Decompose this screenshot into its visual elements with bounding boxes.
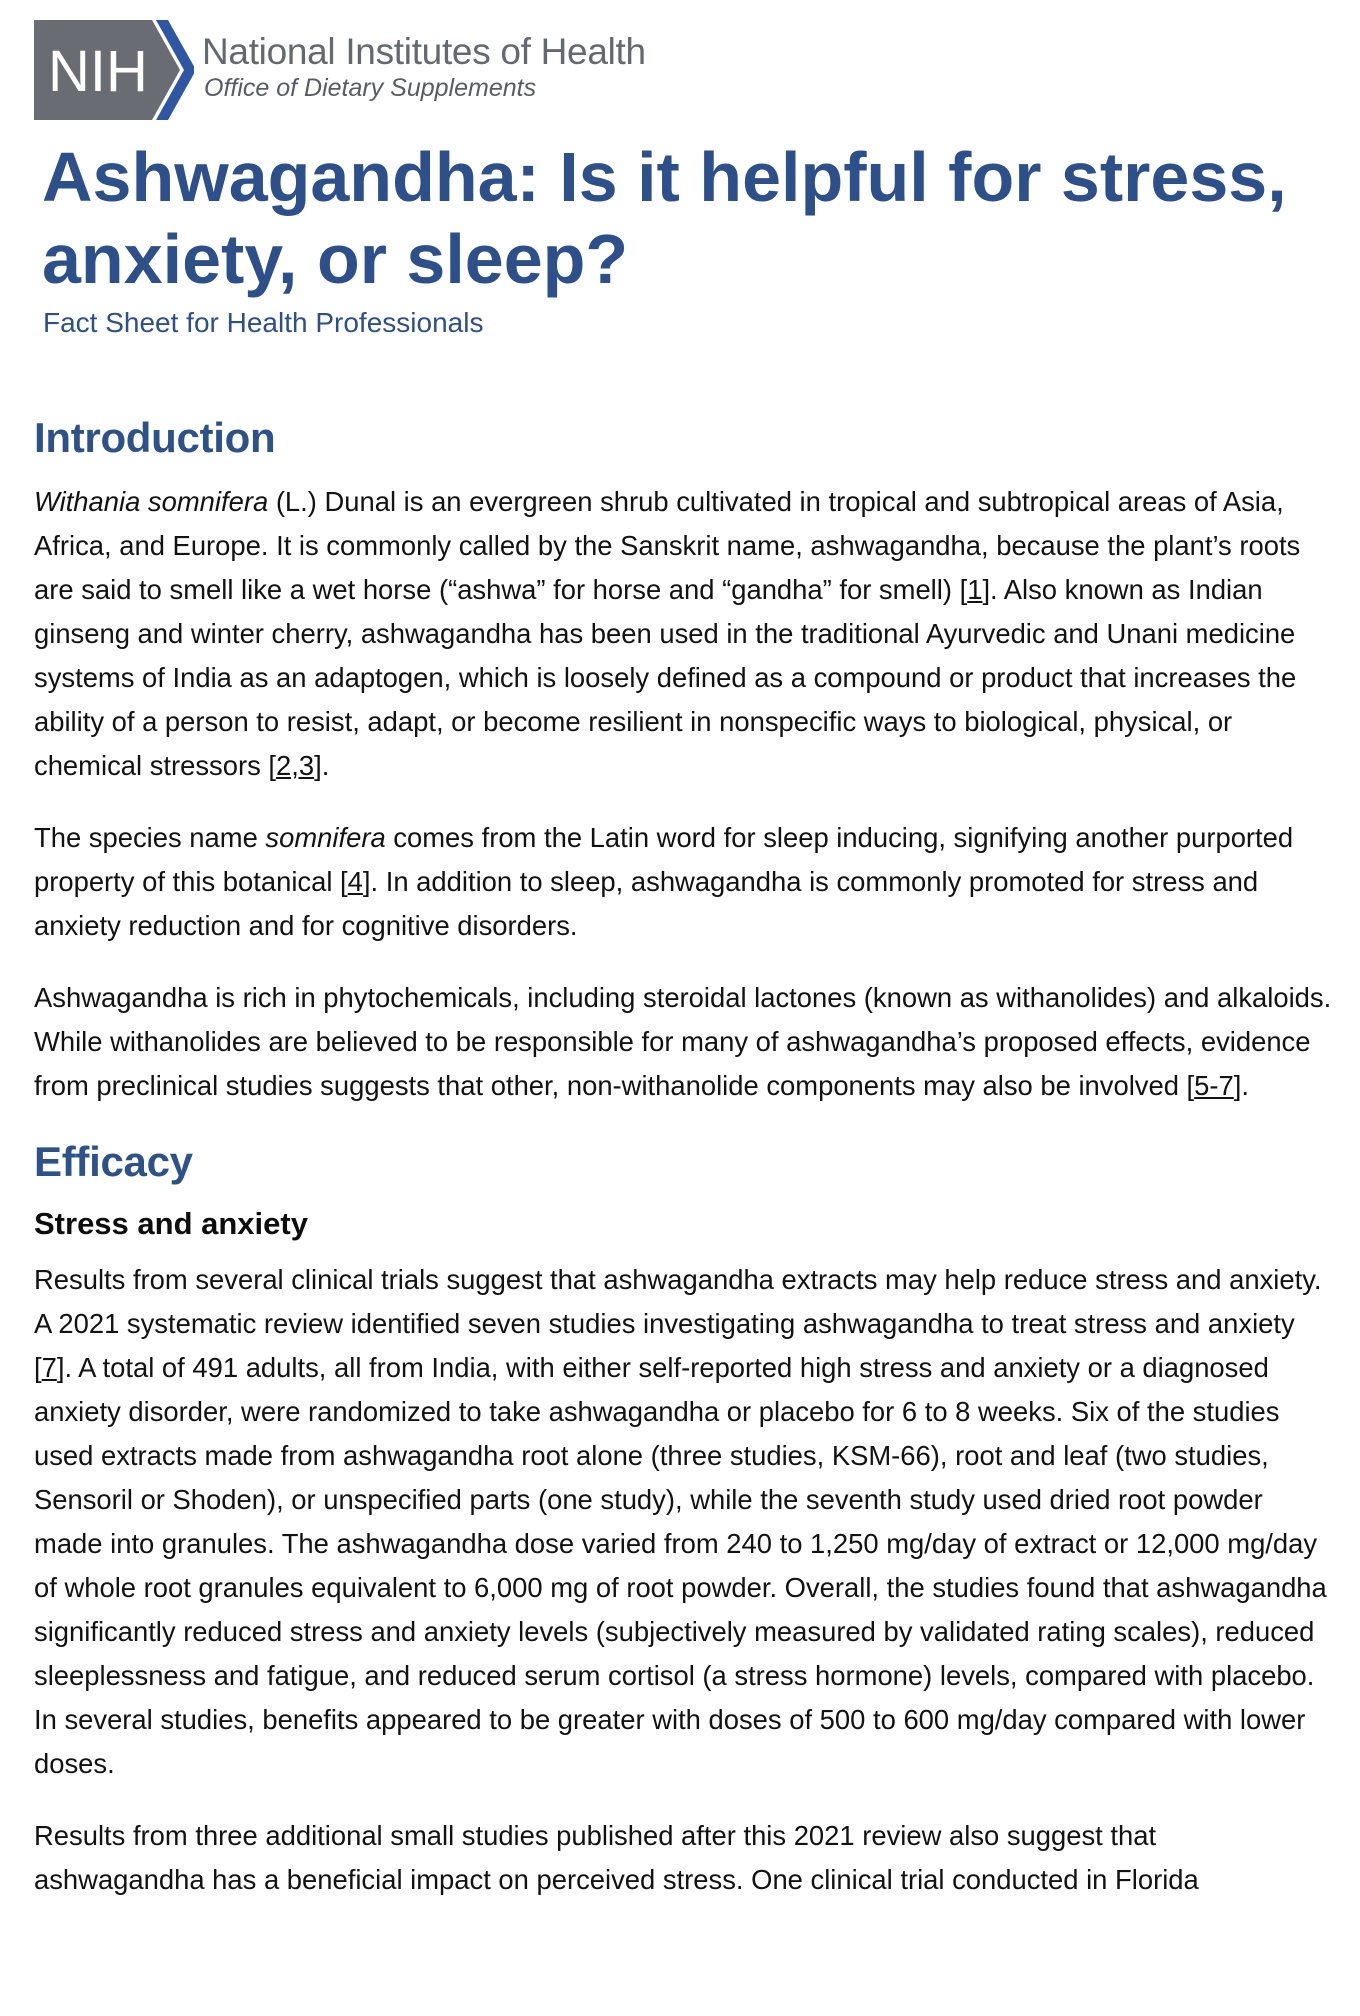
section-heading-introduction: Introduction [34, 414, 276, 461]
nih-logo[interactable] [34, 20, 194, 120]
reference-link[interactable]: 4 [347, 866, 363, 897]
reference-link[interactable]: 1 [967, 574, 983, 605]
reference-link[interactable]: 5-7 [1194, 1070, 1234, 1101]
office-name[interactable]: Office of Dietary Supplements [204, 74, 537, 102]
italic-term: somnifera [265, 822, 386, 853]
page-subtitle: Fact Sheet for Health Professionals [43, 307, 484, 338]
text-span: comes from the Latin word for sleep inducing, signifying another purported property of this botanical [ [34, 822, 1294, 897]
text-span: ]. Also known as Indian ginseng and winter cherry, ashwagandha has been used in the traditional Ayurvedic and Unani medicine systems of India as an adaptogen, which is loosely defined as a compound or product that increases the ability of a person to resist, adapt, or become resilient in nonspecific ways to biological, physical, or chemical stressors [ [34, 574, 1297, 781]
nih-logo-text: NIH [48, 39, 148, 104]
main-content [34, 412, 1334, 1930]
org-name[interactable]: National Institutes of Health [202, 31, 646, 72]
intro-paragraph-3 [34, 976, 1334, 1108]
nih-logo-icon [34, 20, 194, 120]
text-span: ]. A total of 491 adults, all from India, with either self-reported high stress and anxiety or a diagnosed anxiety disorder, were randomized to take ashwagandha or placebo for 6 to 8 weeks. Six of the studies used extracts made from ashwagandha root alone (three studies, KSM-66), root and leaf (two studies, Sensoril or Shoden), or unspecified parts (one study), while the seventh study used dried root powder made into granules. The ashwagandha dose varied from 240 to 1,250 mg/day of extract or 12,000 mg/day of whole root granules equivalent to 6,000 mg of root powder. Overall, the studies found that ashwagandha significantly reduced stress and anxiety levels (subjectively measured by validated rating scales), reduced sleeplessness and fatigue, and reduced serum cortisol (a stress hormone) levels, compared with placebo. In several studies, benefits appeared to be greater with doses of 500 to 600 mg/day compared with lower doses. [34, 1352, 1327, 1779]
page-title: Ashwagandha: Is it helpful for stress, anxiety, or sleep? [42, 138, 1287, 298]
subsection-heading-stress-anxiety: Stress and anxiety [34, 1206, 308, 1241]
text-span: Results from several clinical trials suggest that ashwagandha extracts may help reduce stress and anxiety. A 2021 systematic review identified seven studies investigating ashwagandha to treat stress and anxiety [ [34, 1264, 1322, 1383]
text-span: ]. [1233, 1070, 1249, 1101]
site-header [34, 20, 646, 120]
reference-link[interactable]: 7 [41, 1352, 57, 1383]
text-span: Ashwagandha is rich in phytochemicals, including steroidal lactones (known as withanolides) and alkaloids. While withanolides are believed to be responsible for many of ashwagandha’s proposed effects, evidence from preclinical studies suggests that other, non-withanolide components may also be involved [ [34, 982, 1332, 1101]
intro-paragraph-1 [34, 480, 1334, 788]
text-span: ]. [314, 750, 330, 781]
text-span: (L.) Dunal is an evergreen shrub cultivated in tropical and subtropical areas of Asia, Africa, and Europe. It is commonly called by the Sanskrit name, ashwagandha, because the plant’s roots are said to smell like a wet horse (“ashwa” for horse and “gandha” for smell) [ [34, 486, 1301, 605]
scientific-name: Withania somnifera [34, 486, 269, 517]
section-heading-efficacy: Efficacy [34, 1138, 193, 1185]
text-span: ]. In addition to sleep, ashwagandha is commonly promoted for stress and anxiety reduction and for cognitive disorders. [34, 866, 1259, 941]
efficacy-paragraph-2 [34, 1814, 1334, 1902]
intro-paragraph-2 [34, 816, 1334, 948]
efficacy-paragraph-1 [34, 1258, 1334, 1786]
text-span: The species name [34, 822, 266, 853]
reference-link[interactable]: 2,3 [276, 750, 315, 781]
org-text [202, 31, 646, 103]
text-span: Results from three additional small studies published after this 2021 review also suggest that ashwagandha has a beneficial impact on perceived stress. One clinical trial conducted in Florida [34, 1820, 1199, 1895]
